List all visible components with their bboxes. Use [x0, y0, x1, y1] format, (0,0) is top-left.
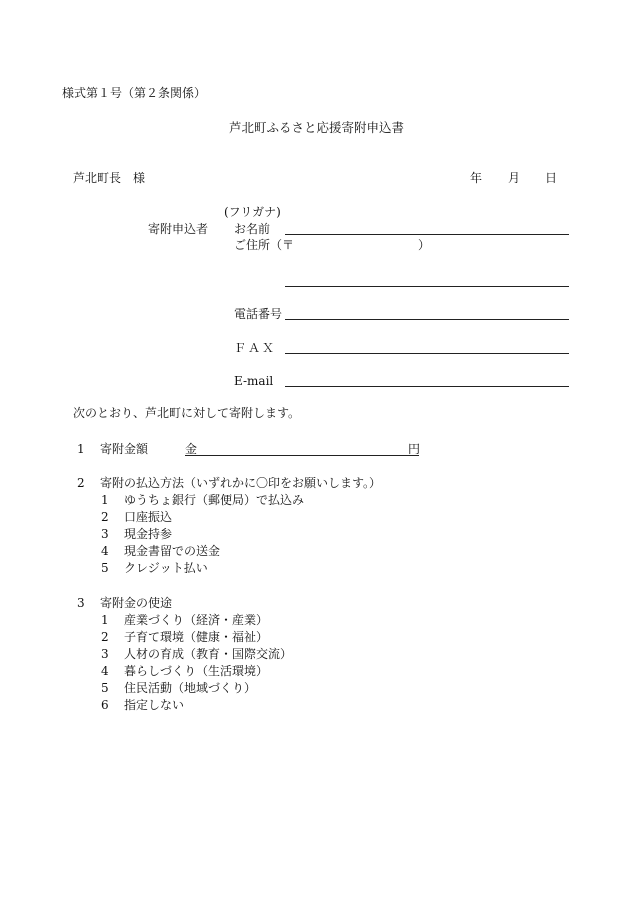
address-label: ご住所（〒 — [234, 238, 295, 252]
address-close: ） — [418, 238, 431, 252]
email-label: E-mail — [234, 374, 274, 388]
phone-field-line[interactable] — [285, 319, 569, 320]
section2-number: 2 — [77, 476, 85, 490]
phone-label: 電話番号 — [234, 307, 283, 321]
furigana-label: (フリガナ) — [224, 205, 281, 219]
fax-field-line[interactable] — [285, 353, 569, 354]
applicant-label: 寄附申込者 — [148, 222, 209, 236]
payment-option-text[interactable]: ゆうちょ銀行（郵便局）で払込み — [124, 493, 305, 507]
date-day-label: 日 — [545, 171, 558, 185]
date-month-label: 月 — [508, 171, 521, 185]
usage-option-number: 6 — [101, 698, 109, 712]
usage-option-text[interactable]: 子育て環境（健康・福祉） — [124, 630, 269, 644]
name-field-line[interactable] — [285, 234, 569, 235]
form-number: 様式第１号（第２条関係） — [62, 86, 207, 100]
payment-option-text[interactable]: クレジット払い — [124, 561, 208, 575]
amount-field-line[interactable] — [185, 455, 419, 456]
payment-option-number: 3 — [101, 527, 109, 541]
name-label: お名前 — [234, 222, 271, 236]
usage-option-text[interactable]: 暮らしづくり（生活環境） — [124, 664, 269, 678]
section3-number: 3 — [77, 596, 85, 610]
usage-option-number: 3 — [101, 647, 109, 661]
payment-option-text[interactable]: 口座振込 — [124, 510, 173, 524]
amount-prefix: 金 — [185, 442, 198, 456]
email-field-line[interactable] — [285, 386, 569, 387]
payment-option-text[interactable]: 現金持参 — [124, 527, 173, 541]
amount-suffix: 円 — [408, 442, 421, 456]
payment-option-text[interactable]: 現金書留での送金 — [124, 544, 221, 558]
address-field-line[interactable] — [285, 286, 569, 287]
payment-option-number: 1 — [101, 493, 109, 507]
section2-label: 寄附の払込方法（いずれかに〇印をお願いします。） — [100, 476, 382, 490]
statement: 次のとおり、芦北町に対して寄附します。 — [73, 406, 301, 420]
payment-option-number: 2 — [101, 510, 109, 524]
usage-option-text[interactable]: 指定しない — [124, 698, 185, 712]
section1-label: 寄附金額 — [100, 442, 149, 456]
usage-option-number: 2 — [101, 630, 109, 644]
usage-option-text[interactable]: 人材の育成（教育・国際交流） — [124, 647, 293, 661]
section3-label: 寄附金の使途 — [100, 596, 173, 610]
section1-number: 1 — [77, 442, 85, 456]
usage-option-number: 4 — [101, 664, 109, 678]
page-title: 芦北町ふるさと応援寄附申込書 — [229, 120, 405, 135]
date-year-label: 年 — [470, 171, 483, 185]
usage-option-number: 5 — [101, 681, 109, 695]
usage-option-text[interactable]: 住民活動（地域づくり） — [124, 681, 257, 695]
payment-option-number: 4 — [101, 544, 109, 558]
addressee: 芦北町長 様 — [73, 171, 146, 185]
fax-label: ＦＡＸ — [234, 341, 277, 355]
usage-option-text[interactable]: 産業づくり（経済・産業） — [124, 613, 269, 627]
usage-option-number: 1 — [101, 613, 109, 627]
payment-option-number: 5 — [101, 561, 109, 575]
